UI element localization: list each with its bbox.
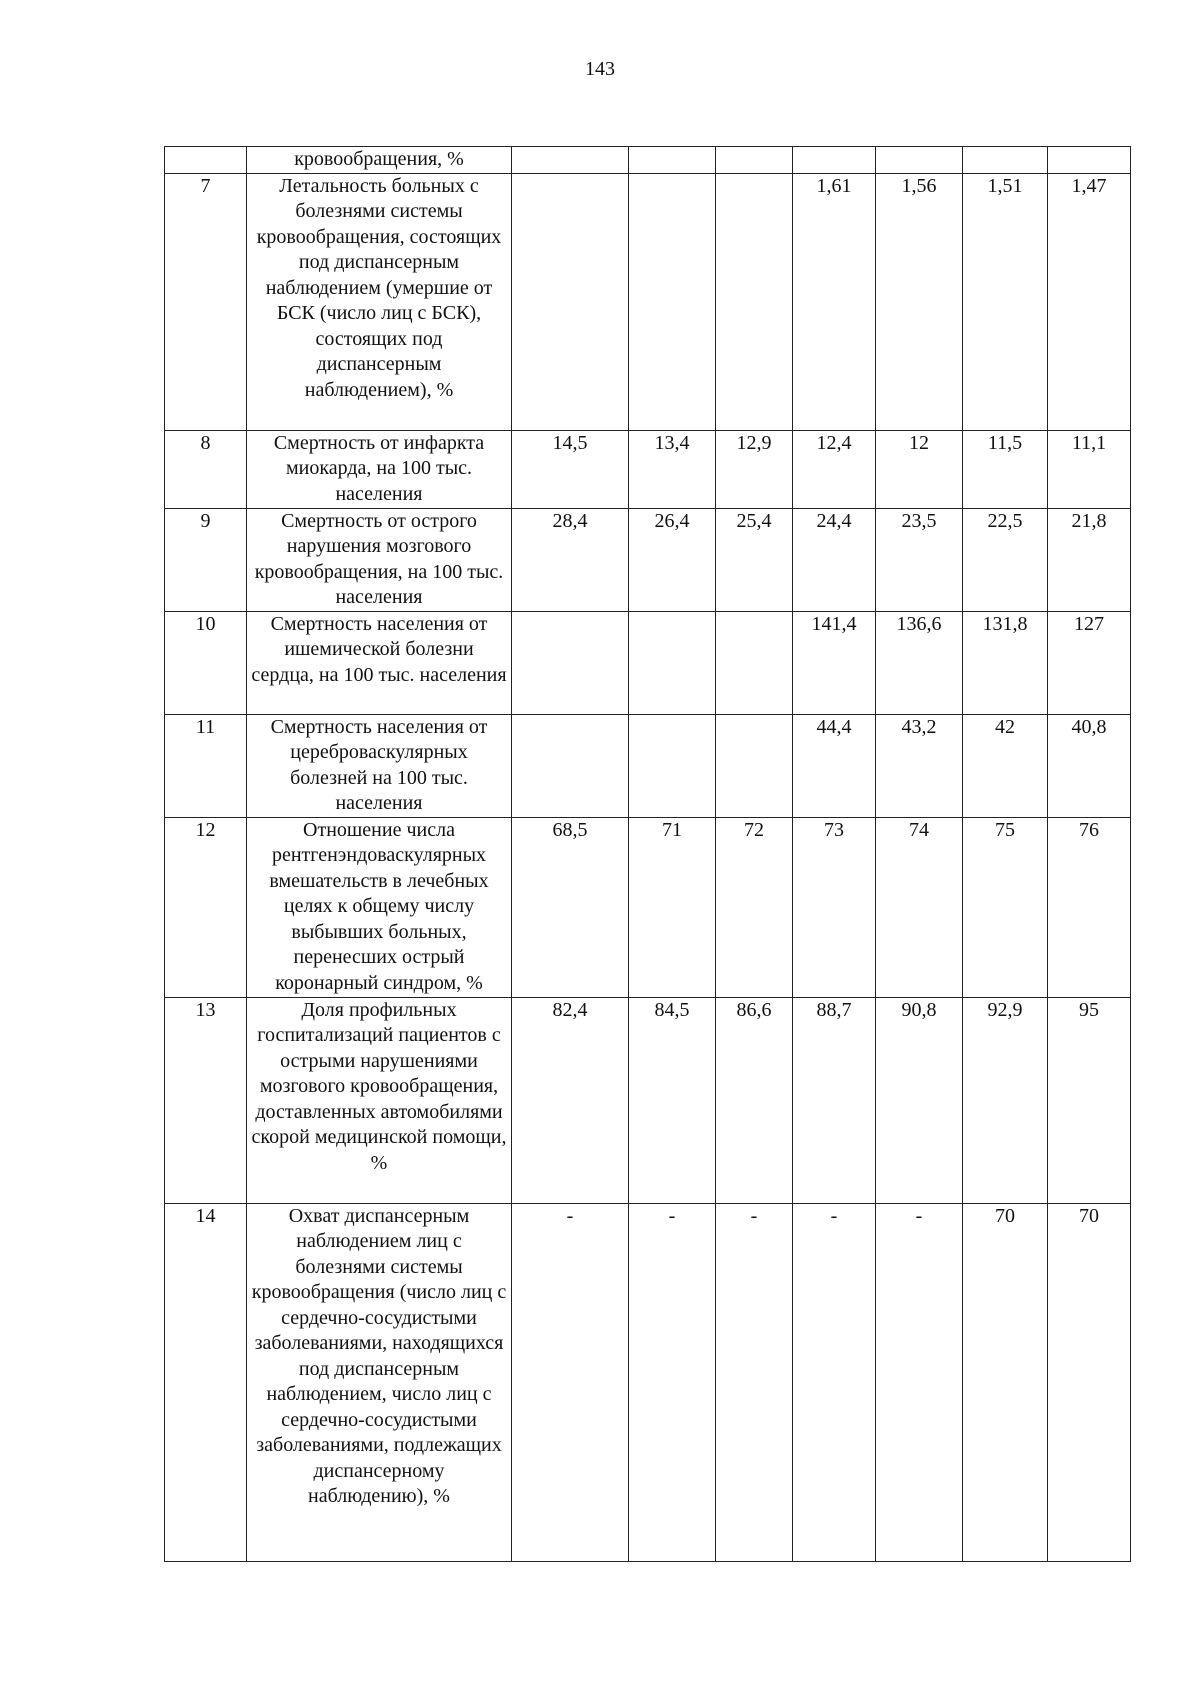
value-cell: - xyxy=(876,1203,963,1561)
table-body xyxy=(165,147,1131,1562)
value-cell: 23,5 xyxy=(876,508,963,611)
value-cell: 21,8 xyxy=(1048,508,1131,611)
value-cell: 92,9 xyxy=(963,997,1048,1203)
value-cell: 141,4 xyxy=(793,611,876,714)
value-cell: 1,61 xyxy=(793,173,876,430)
row-number: 8 xyxy=(165,430,247,508)
value-cell: 76 xyxy=(1048,817,1131,997)
table-row xyxy=(165,714,1131,817)
value-cell: 75 xyxy=(963,817,1048,997)
table-row xyxy=(165,173,1131,430)
value-cell: 82,4 xyxy=(512,997,629,1203)
value-cell: - xyxy=(716,1203,793,1561)
value-cell xyxy=(876,147,963,174)
value-cell xyxy=(716,611,793,714)
table-row xyxy=(165,147,1131,174)
value-cell: - xyxy=(512,1203,629,1561)
table-row xyxy=(165,1203,1131,1561)
value-cell: 74 xyxy=(876,817,963,997)
value-cell xyxy=(716,173,793,430)
indicator-name: Смертность населения от ишемической болезни сердца, на 100 тыс. населения xyxy=(247,611,512,714)
row-number: 11 xyxy=(165,714,247,817)
value-cell: 43,2 xyxy=(876,714,963,817)
value-cell: 73 xyxy=(793,817,876,997)
indicator-name: Доля профильных госпитализаций пациентов с острыми нарушениями мозгового кровообращения, доставленных автомобилями скорой медицинской помощи, % xyxy=(247,997,512,1203)
row-number: 14 xyxy=(165,1203,247,1561)
value-cell xyxy=(629,173,716,430)
value-cell: 44,4 xyxy=(793,714,876,817)
row-number: 7 xyxy=(165,173,247,430)
value-cell xyxy=(629,147,716,174)
value-cell: 12,4 xyxy=(793,430,876,508)
indicators-table xyxy=(164,146,1131,1562)
value-cell xyxy=(512,611,629,714)
value-cell xyxy=(793,147,876,174)
value-cell: 1,51 xyxy=(963,173,1048,430)
value-cell: 131,8 xyxy=(963,611,1048,714)
indicator-name: Смертность от острого нарушения мозгового кровообращения, на 100 тыс. населения xyxy=(247,508,512,611)
value-cell: 25,4 xyxy=(716,508,793,611)
value-cell xyxy=(512,714,629,817)
row-number: 12 xyxy=(165,817,247,997)
table-row xyxy=(165,430,1131,508)
value-cell: 24,4 xyxy=(793,508,876,611)
value-cell: 72 xyxy=(716,817,793,997)
value-cell: 70 xyxy=(1048,1203,1131,1561)
value-cell: 90,8 xyxy=(876,997,963,1203)
row-number: 9 xyxy=(165,508,247,611)
value-cell: 11,5 xyxy=(963,430,1048,508)
value-cell: 68,5 xyxy=(512,817,629,997)
value-cell xyxy=(512,147,629,174)
value-cell: - xyxy=(793,1203,876,1561)
value-cell xyxy=(629,611,716,714)
value-cell xyxy=(629,714,716,817)
value-cell: 42 xyxy=(963,714,1048,817)
value-cell: 1,56 xyxy=(876,173,963,430)
page-number: 143 xyxy=(585,58,615,80)
value-cell xyxy=(512,173,629,430)
value-cell xyxy=(716,714,793,817)
value-cell xyxy=(1048,147,1131,174)
value-cell: 70 xyxy=(963,1203,1048,1561)
value-cell: - xyxy=(629,1203,716,1561)
value-cell: 1,47 xyxy=(1048,173,1131,430)
value-cell: 28,4 xyxy=(512,508,629,611)
row-number: 13 xyxy=(165,997,247,1203)
table-row xyxy=(165,817,1131,997)
value-cell: 84,5 xyxy=(629,997,716,1203)
value-cell: 22,5 xyxy=(963,508,1048,611)
indicator-name: кровообращения, % xyxy=(247,147,512,174)
indicator-name: Охват диспансерным наблюдением лиц с болезнями системы кровообращения (число лиц с сердечно-сосудистыми заболеваниями, находящихся под диспансерным наблюдением, число лиц с сердечно-сосудистыми заболеваниями, подлежащих диспансерному наблюдению), % xyxy=(247,1203,512,1561)
table-row xyxy=(165,997,1131,1203)
value-cell: 40,8 xyxy=(1048,714,1131,817)
row-number xyxy=(165,147,247,174)
table-row xyxy=(165,611,1131,714)
value-cell: 13,4 xyxy=(629,430,716,508)
value-cell: 26,4 xyxy=(629,508,716,611)
value-cell: 127 xyxy=(1048,611,1131,714)
value-cell xyxy=(963,147,1048,174)
value-cell: 86,6 xyxy=(716,997,793,1203)
row-number: 10 xyxy=(165,611,247,714)
table-row xyxy=(165,508,1131,611)
indicator-name: Смертность от инфаркта миокарда, на 100 тыс. населения xyxy=(247,430,512,508)
value-cell: 14,5 xyxy=(512,430,629,508)
value-cell: 88,7 xyxy=(793,997,876,1203)
indicator-name: Отношение числа рентгенэндоваскулярных вмешательств в лечебных целях к общему числу выбывших больных, перенесших острый коронарный синдром, % xyxy=(247,817,512,997)
value-cell: 136,6 xyxy=(876,611,963,714)
value-cell: 95 xyxy=(1048,997,1131,1203)
indicator-name: Летальность больных с болезнями системы кровообращения, состоящих под диспансерным наблюдением (умершие от БСК (число лиц с БСК), состоящих под диспансерным наблюдением), % xyxy=(247,173,512,430)
value-cell: 11,1 xyxy=(1048,430,1131,508)
indicator-name: Смертность населения от цереброваскулярных болезней на 100 тыс. населения xyxy=(247,714,512,817)
value-cell: 71 xyxy=(629,817,716,997)
value-cell: 12 xyxy=(876,430,963,508)
value-cell xyxy=(716,147,793,174)
value-cell: 12,9 xyxy=(716,430,793,508)
